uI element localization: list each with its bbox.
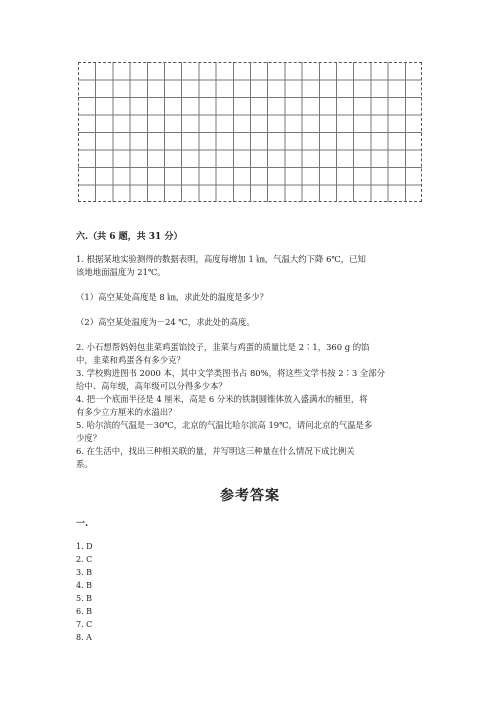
- answer-item: 2. C: [76, 555, 93, 564]
- answer-item: 1. D: [76, 542, 93, 551]
- question-6-line-2: 系。: [76, 459, 93, 469]
- answer-item: 4. B: [76, 581, 93, 590]
- question-1-line-1: 1. 根据某地实验测得的数据表明，高度每增加 1 ㎞，气温大约下降 6℃，已知: [76, 254, 366, 264]
- answer-item: 3. B: [76, 568, 93, 577]
- question-3-line-1: 3. 学校购进图书 2000 本，其中文学类图书占 80%，将这些文学书按 2∶3 全部分: [76, 368, 386, 378]
- question-6-line-1: 6. 在生活中，找出三种相关联的量，并写明这三种量在什么情况下成比例关: [76, 446, 355, 456]
- question-4-line-1: 4. 把一个底面半径是 4 厘米，高是 6 分米的铁制圆锥体放入盛满水的桶里，将: [76, 394, 368, 404]
- section-heading: 六.（共 6 题，共 31 分）: [76, 232, 183, 242]
- question-2-line-2: 中，韭菜和鸡蛋各有多少克？: [76, 355, 185, 365]
- answer-item: 8. A: [76, 633, 92, 642]
- question-1-part-2: （2）高空某处温度为－24 ℃，求此处的高度。: [76, 317, 255, 327]
- answer-item: 7. C: [76, 620, 93, 629]
- question-1-line-2: 该地地面温度为 21℃。: [76, 267, 166, 277]
- answers-title: 参考答案: [220, 488, 280, 504]
- answers-part-label: 一.: [76, 519, 89, 529]
- question-4-line-2: 有多少立方厘米的水溢出？: [76, 407, 177, 417]
- answer-item: 5. B: [76, 594, 93, 603]
- question-1-part-1: （1）高空某处高度是 8 ㎞，求此处的温度是多少？: [76, 292, 268, 302]
- question-2-line-1: 2. 小石想帮妈妈包韭菜鸡蛋馅饺子，韭菜与鸡蛋的质量比是 2∶1，360 g 的馅: [76, 342, 370, 352]
- question-5-line-1: 5. 哈尔滨的气温是－30℃，北京的气温比哈尔滨高 19℃，请问北京的气温是多: [76, 420, 373, 430]
- question-3-line-2: 给中、高年级，高年级可以分得多少本？: [76, 381, 227, 391]
- question-5-line-2: 少度？: [76, 433, 102, 443]
- writing-grid: [78, 62, 422, 202]
- answer-item: 6. B: [76, 607, 93, 616]
